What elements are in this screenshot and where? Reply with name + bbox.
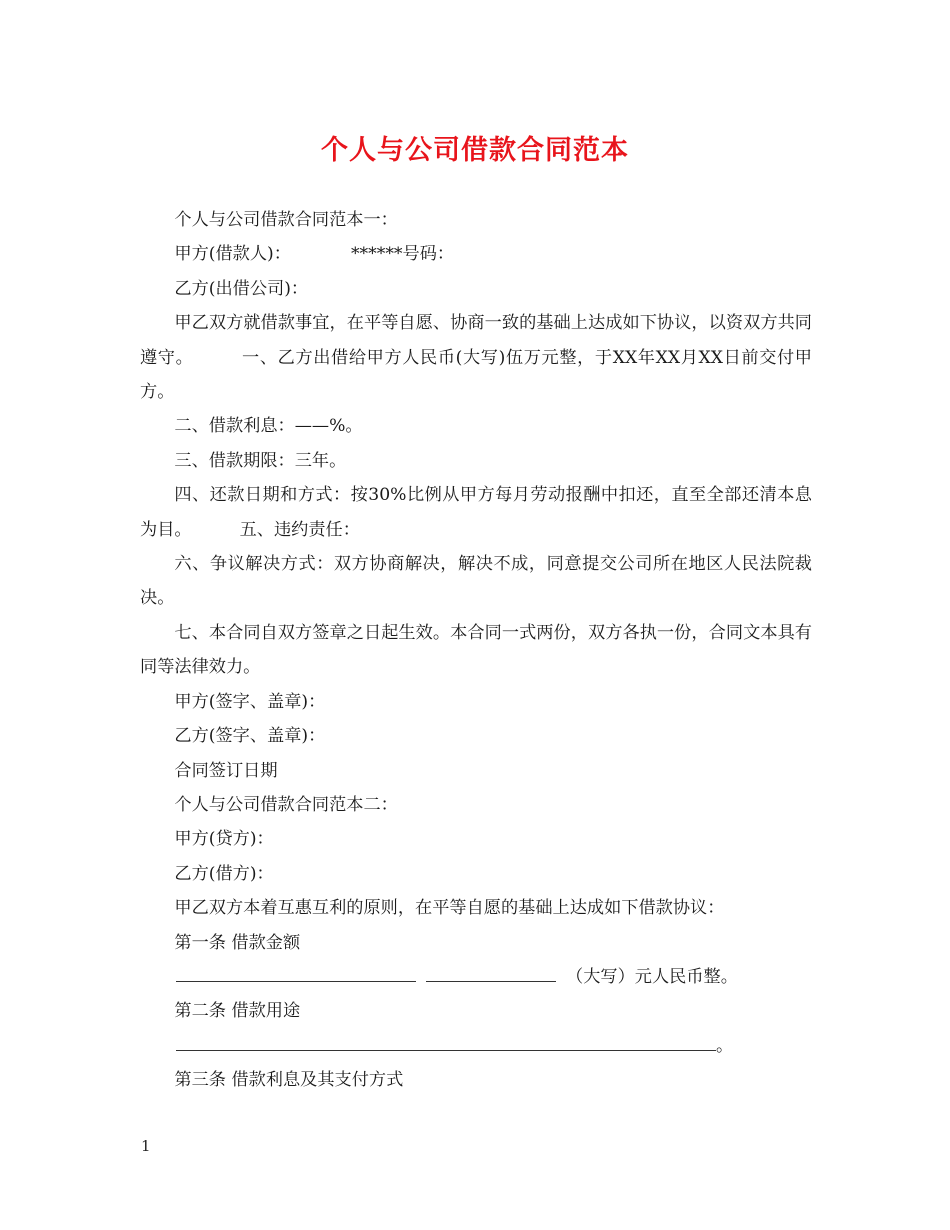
clause-5: 五、违约责任：	[239, 519, 360, 540]
loan-amount-line	[140, 960, 812, 994]
section2-party-b: 乙方(借方)：	[174, 863, 274, 884]
clause-3: 三、借款期限：三年。	[174, 450, 347, 471]
article-3-heading: 第三条 借款利息及其支付方式	[174, 1070, 404, 1091]
clause-2: 二、借款利息：——%。	[174, 416, 363, 437]
document-body	[140, 203, 812, 1098]
loan-purpose-line	[140, 1029, 812, 1063]
signature-party-a: 甲方(签字、盖章)：	[174, 691, 326, 712]
loan-purpose-blank[interactable]	[176, 1030, 716, 1051]
loan-amount-blank[interactable]	[176, 961, 416, 982]
page-number: 1	[141, 1137, 151, 1155]
document-title: 个人与公司借款合同范本	[321, 135, 629, 166]
clause-6: 六、争议解决方式：双方协商解决，解决不成，同意提交公司所在地区人民法院裁决。	[140, 554, 812, 609]
party-a-label: 甲方(借款人)：	[174, 244, 291, 265]
clause-4-paragraph	[140, 478, 812, 547]
loan-amount-words-blank[interactable]	[426, 961, 556, 982]
signature-party-b: 乙方(签字、盖章)：	[174, 726, 326, 747]
clause-7: 七、本合同自双方签章之日起生效。本合同一式两份，双方各执一份，合同文本具有同等法律效力。	[140, 622, 812, 678]
section1-party-b: 乙方(出借公司)：	[174, 278, 309, 299]
section1-heading: 个人与公司借款合同范本一：	[174, 210, 398, 230]
clause-1: 一、乙方出借给甲方人民币(大写)伍万元整，于XX年XX月XX日前交付甲方。	[140, 347, 812, 403]
section2-intro: 甲乙双方本着互惠互利的原则，在平等自愿的基础上达成如下借款协议：	[174, 898, 725, 919]
section1-intro-paragraph	[140, 306, 812, 409]
section1-party-a-line	[140, 237, 812, 271]
article-2-heading: 第二条 借款用途	[174, 1001, 301, 1022]
section2-party-a: 甲方(贷方)：	[174, 829, 274, 850]
party-a-id-label: ******号码：	[350, 244, 455, 265]
loan-amount-suffix: （大写）元人民币整。	[566, 966, 738, 987]
loan-purpose-suffix: 。	[716, 1035, 734, 1056]
clause-4: 四、还款日期和方式：按30%比例从甲方每月劳动报酬中扣还，直至全部还清本息为目。	[140, 485, 812, 540]
signing-date: 合同签订日期	[174, 760, 278, 781]
section1-intro: 甲乙双方就借款事宜，在平等自愿、协商一致的基础上达成如下协议，以资双方共同遵守。	[140, 313, 812, 368]
article-1-heading: 第一条 借款金额	[174, 932, 301, 953]
section2-heading: 个人与公司借款合同范本二：	[174, 794, 398, 815]
